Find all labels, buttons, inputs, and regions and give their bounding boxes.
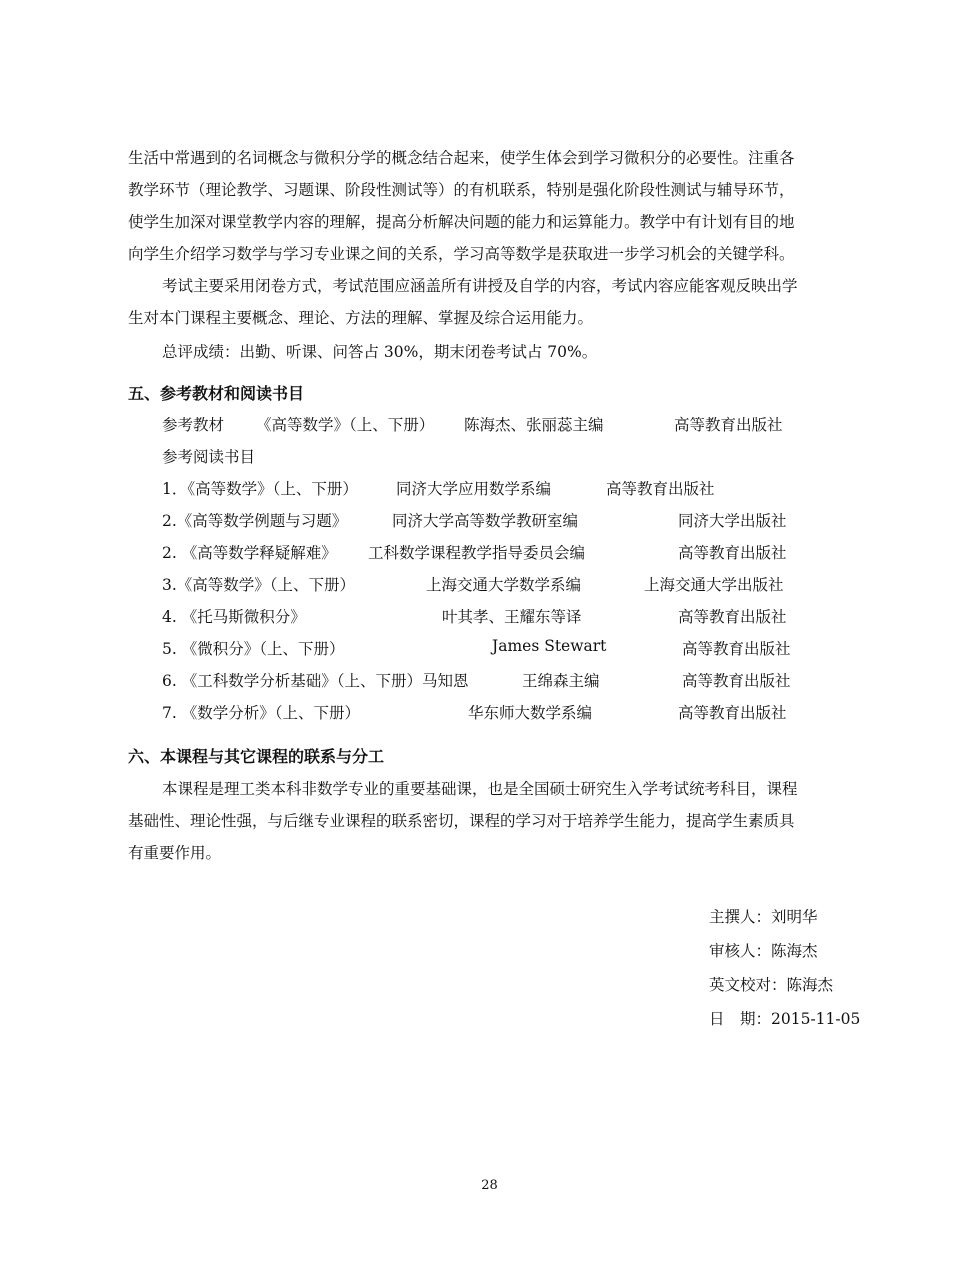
book-publisher: 高等教育出版社 bbox=[678, 544, 787, 562]
textbook-publisher: 高等教育出版社 bbox=[674, 416, 783, 434]
book-publisher: 高等教育出版社 bbox=[682, 640, 791, 658]
book-author: 工科数学课程教学指导委员会编 bbox=[368, 544, 586, 562]
book-row bbox=[162, 509, 852, 531]
book-author: 同济大学高等数学教研室编 bbox=[392, 512, 579, 530]
book-title: 5. 《微积分》（上、下册） bbox=[162, 640, 345, 658]
paragraph-line: 基础性、理论性强，与后继专业课程的联系密切，课程的学习对于培养学生能力，提高学生素质具 bbox=[128, 812, 795, 830]
textbook-row bbox=[162, 413, 852, 435]
textbook-title: 《高等数学》（上、下册） bbox=[256, 416, 435, 434]
book-row bbox=[162, 605, 852, 627]
book-title: 2.《高等数学例题与习题》 bbox=[162, 512, 348, 530]
book-row bbox=[162, 573, 852, 595]
grading-line: 总评成绩：出勤、听课、问答占 30%，期末闭卷考试占 70%。 bbox=[162, 343, 598, 361]
signature-author: 主撰人：刘明华 bbox=[709, 908, 818, 926]
book-publisher: 高等教育出版社 bbox=[682, 672, 791, 690]
paragraph-line: 本课程是理工类本科非数学专业的重要基础课，也是全国硕士研究生入学考试统考科目，课程 bbox=[162, 780, 798, 798]
paragraph-line: 生对本门课程主要概念、理论、方法的理解、掌握及综合运用能力。 bbox=[128, 309, 594, 327]
paragraph-line: 教学环节（理论教学、习题课、阶段性测试等）的有机联系，特别是强化阶段性测试与辅导环节， bbox=[128, 181, 795, 199]
textbook-label: 参考教材 bbox=[162, 416, 225, 434]
signature-date: 日 期：2015-11-05 bbox=[709, 1010, 861, 1028]
book-row bbox=[162, 541, 852, 563]
paragraph-line: 向学生介绍学习数学与学习专业课之间的关系，学习高等数学是获取进一步学习机会的关键学科。 bbox=[128, 245, 795, 263]
book-title: 2. 《高等数学释疑解难》 bbox=[162, 544, 337, 562]
book-row bbox=[162, 701, 852, 723]
book-title: 6. 《工科数学分析基础》（上、下册）马知恩 bbox=[162, 672, 469, 690]
paragraph-line: 有重要作用。 bbox=[128, 844, 222, 862]
section-heading-5: 五、参考教材和阅读书目 bbox=[128, 384, 305, 403]
signature-reviewer: 审核人：陈海杰 bbox=[709, 942, 818, 960]
page-number: 28 bbox=[481, 1178, 498, 1193]
book-publisher: 高等教育出版社 bbox=[678, 704, 787, 722]
section-heading-6: 六、本课程与其它课程的联系与分工 bbox=[128, 747, 385, 766]
textbook-author: 陈海杰、张丽蕊主编 bbox=[464, 416, 604, 434]
book-row bbox=[162, 477, 852, 499]
book-author: 同济大学应用数学系编 bbox=[396, 480, 552, 498]
book-author: James Stewart bbox=[492, 637, 607, 655]
book-title: 3.《高等数学》（上、下册） bbox=[162, 576, 356, 594]
book-author: 华东师大数学系编 bbox=[468, 704, 593, 722]
book-publisher: 高等教育出版社 bbox=[606, 480, 715, 498]
book-row bbox=[162, 637, 852, 659]
paragraph-line: 考试主要采用闭卷方式，考试范围应涵盖所有讲授及自学的内容，考试内容应能客观反映出学 bbox=[162, 277, 798, 295]
reading-list-label: 参考阅读书目 bbox=[162, 448, 256, 466]
book-publisher: 上海交通大学出版社 bbox=[644, 576, 784, 594]
book-author: 叶其孝、王耀东等译 bbox=[442, 608, 582, 626]
book-publisher: 高等教育出版社 bbox=[678, 608, 787, 626]
book-title: 7. 《数学分析》（上、下册） bbox=[162, 704, 360, 722]
book-author: 上海交通大学数学系编 bbox=[426, 576, 582, 594]
signature-proofreader: 英文校对：陈海杰 bbox=[709, 976, 834, 994]
paragraph-line: 生活中常遇到的名词概念与微积分学的概念结合起来，使学生体会到学习微积分的必要性。注重各 bbox=[128, 149, 795, 167]
book-row bbox=[162, 669, 852, 691]
book-title: 1．《高等数学》（上、下册） bbox=[162, 480, 358, 498]
book-author: 王绵森主编 bbox=[522, 672, 600, 690]
book-title: 4. 《托马斯微积分》 bbox=[162, 608, 306, 626]
paragraph-line: 使学生加深对课堂教学内容的理解，提高分析解决问题的能力和运算能力。教学中有计划有目的地 bbox=[128, 213, 795, 231]
book-publisher: 同济大学出版社 bbox=[678, 512, 787, 530]
